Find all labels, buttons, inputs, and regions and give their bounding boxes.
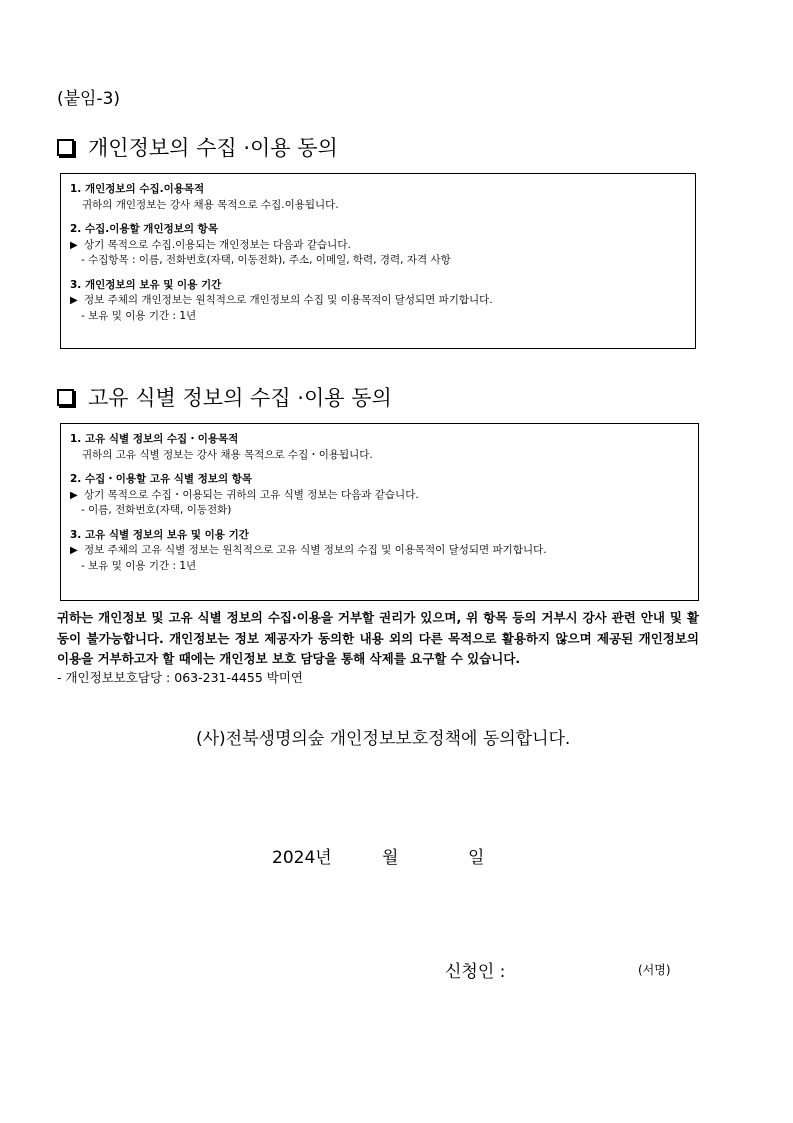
triangle-bullet-icon: ▶ xyxy=(70,295,78,306)
sub-item: - 수집항목 : 이름, 전화번호(자택, 이동전화), 주소, 이메일, 학력, 경력, 자격 사항 xyxy=(81,254,451,266)
contact-line: - 개인정보보호담당 : 063-231-4455 박미연 xyxy=(57,670,303,685)
sub-item: - 보유 및 이용 기간 : 1년 xyxy=(81,309,197,322)
info-item xyxy=(70,182,685,213)
rights-notice: 귀하는 개인정보 및 고유 식별 정보의 수집·이용을 거부할 권리가 있으며, 위 항목 등의 거부시 강사 관련 안내 및 활동이 불가능합니다. 개인정보는 정보 제공자가 동의한 내용 외의 다른 목적으로 활용하지 않으며 제공된 개인정보의 이용을 거부하고자 할 때에는 개인정보 보호 담당을 통해 삭제를 요구할 수 있습니다. xyxy=(57,610,699,666)
unique-id-info-box xyxy=(60,423,699,601)
personal-info-box xyxy=(60,173,696,349)
applicant-label: 신청인 : xyxy=(445,962,506,982)
section-title-text: 고유 식별 정보의 수집 ·이용 동의 xyxy=(88,386,392,410)
bullet-text: 정보 주체의 고유 식별 정보는 원칙적으로 고유 식별 정보의 수집 및 이용목적이 달성되면 파기합니다. xyxy=(84,544,547,556)
triangle-bullet-icon: ▶ xyxy=(70,489,78,501)
checkbox-icon xyxy=(57,389,74,406)
bullet-text: 정보 주체의 개인정보는 원칙적으로 개인정보의 수집 및 이용목적이 달성되면 파기합니다. xyxy=(84,294,493,306)
item-heading: 2. 수집.이용할 개인정보의 항목 xyxy=(70,223,218,235)
item-heading: 1. 고유 식별 정보의 수집・이용목적 xyxy=(70,433,239,445)
attachment-label: (붙임-3) xyxy=(57,89,121,109)
item-heading: 3. 고유 식별 정보의 보유 및 이용 기간 xyxy=(70,528,249,541)
bullet-line xyxy=(70,238,685,254)
checkbox-icon xyxy=(57,139,74,156)
item-heading: 1. 개인정보의 수집.이용목적 xyxy=(70,183,205,195)
bullet-line xyxy=(70,488,688,504)
item-description: 귀하의 고유 식별 정보는 강사 채용 목적으로 수집・이용됩니다. xyxy=(82,448,373,461)
info-item xyxy=(70,278,685,325)
date-year: 2024년 xyxy=(272,848,332,868)
bullet-line xyxy=(70,543,688,559)
item-heading: 3. 개인정보의 보유 및 이용 기간 xyxy=(70,278,222,291)
section-title-personal-info xyxy=(57,132,338,162)
section-title-text: 개인정보의 수집 ·이용 동의 xyxy=(88,136,338,160)
item-description: 귀하의 개인정보는 강사 채용 목적으로 수집.이용됩니다. xyxy=(82,198,339,211)
agreement-statement: (사)전북생명의숲 개인정보보호정책에 동의합니다. xyxy=(196,729,571,749)
info-item xyxy=(70,528,688,575)
info-item xyxy=(70,472,688,519)
section-title-unique-id xyxy=(57,382,392,412)
bullet-text: 상기 목적으로 수집・이용되는 귀하의 고유 식별 정보는 다음과 같습니다. xyxy=(84,488,419,501)
triangle-bullet-icon: ▶ xyxy=(70,545,78,556)
info-item xyxy=(70,222,685,269)
info-item xyxy=(70,432,688,463)
signature-label: (서명) xyxy=(638,963,671,977)
triangle-bullet-icon: ▶ xyxy=(70,239,78,251)
date-month: 월 xyxy=(382,848,399,868)
date-day: 일 xyxy=(468,848,485,868)
bullet-text: 상기 목적으로 수집.이용되는 개인정보는 다음과 같습니다. xyxy=(84,238,351,251)
sub-item: - 보유 및 이용 기간 : 1년 xyxy=(81,559,197,572)
sub-item: - 이름, 전화번호(자택, 이동전화) xyxy=(81,504,232,516)
item-heading: 2. 수집・이용할 고유 식별 정보의 항목 xyxy=(70,473,253,485)
bullet-line xyxy=(70,293,685,309)
